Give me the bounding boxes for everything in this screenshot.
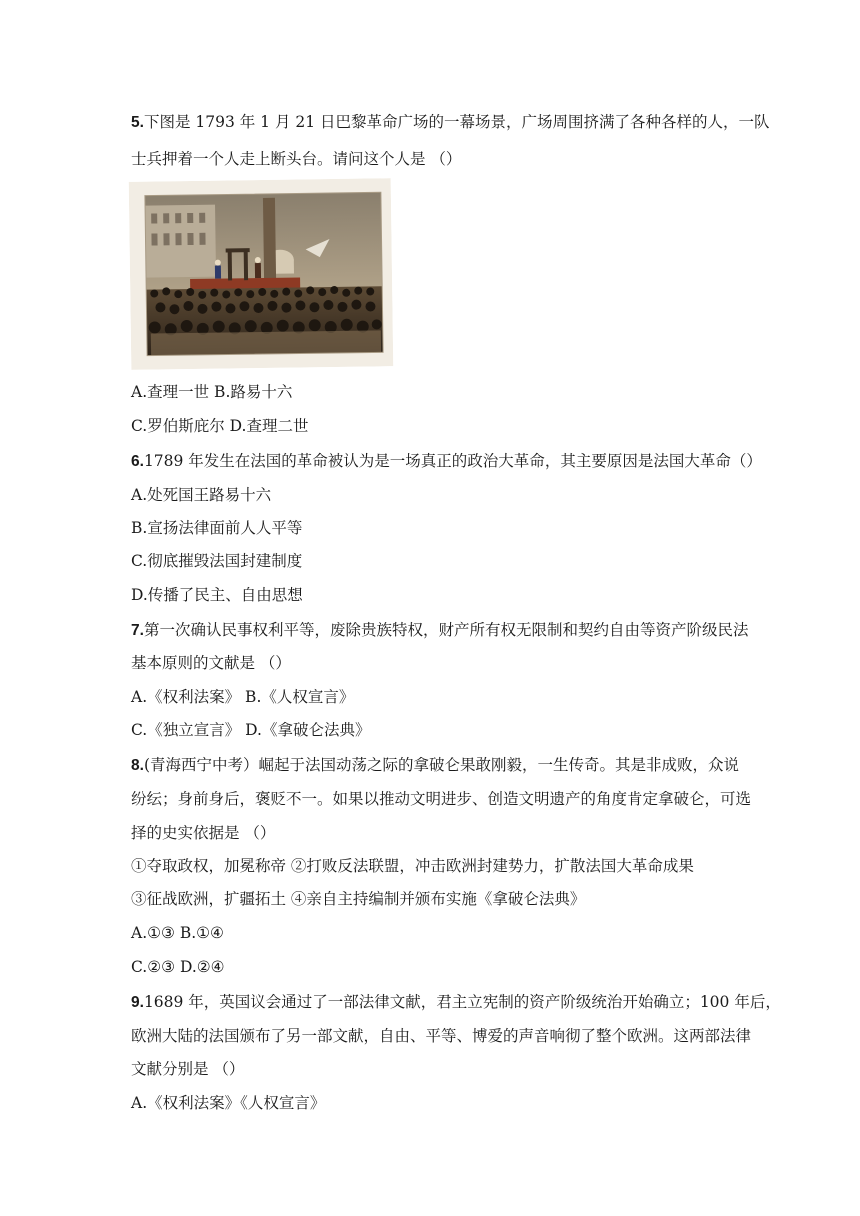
q5-options-line2: C.罗伯斯庇尔 D.查理二世 [131, 417, 309, 435]
q7-stem-line1: 7.第一次确认民事权利平等，废除贵族特权，财产所有权无限制和契约自由等资产阶级民法 [131, 621, 749, 639]
q9-stem-line2: 欧洲大陆的法国颁布了另一部文献，自由、平等、博爱的声音响彻了整个欧洲。这两部法律 [131, 1027, 752, 1045]
q7-number: 7. [131, 622, 144, 639]
q8-items-line1: ①夺取政权，加冕称帝 ②打败反法联盟，冲击欧洲封建势力，扩散法国大革命成果 [131, 857, 694, 875]
q8-stem-line2: 纷纭；身前身后，褒贬不一。如果以推动文明进步、创造文明遗产的角度肯定拿破仑，可选 [131, 790, 752, 808]
guillotine-painting-image [129, 178, 394, 370]
q8-number: 8. [131, 757, 144, 774]
q6-option-b: B.宣扬法律面前人人平等 [131, 519, 303, 537]
q5-stem-line2: 士兵押着一个人走上断头台。请问这个人是 （） [131, 150, 462, 168]
q7-options-line1: A.《权利法案》 B.《人权宣言》 [131, 688, 355, 706]
q6-stem: 6.1789 年发生在法国的革命被认为是一场真正的政治大革命，其主要原因是法国大革命（） [131, 452, 762, 470]
q8-options-line1: A.①③ B.①④ [131, 924, 224, 942]
q5-options-line1: A.查理一世 B.路易十六 [131, 383, 293, 401]
guillotine-painting-icon [129, 178, 394, 370]
q9-stem-line3: 文献分别是 （） [131, 1060, 245, 1078]
q8-items-line2: ③征战欧洲，扩疆拓土 ④亲自主持编制并颁布实施《拿破仑法典》 [131, 890, 586, 908]
q9-number: 9. [131, 994, 144, 1011]
q6-option-c: C.彻底摧毁法国封建制度 [131, 552, 303, 570]
q6-option-a: A.处死国王路易十六 [131, 486, 272, 504]
q6-number: 6. [131, 453, 144, 470]
q8-stem-line3: 择的史实依据是 （） [131, 824, 276, 842]
q8-options-line2: C.②③ D.②④ [131, 958, 225, 976]
q7-options-line2: C.《独立宣言》 D.《拿破仑法典》 [131, 721, 371, 739]
q8-stem-line1: 8.(青海西宁中考）崛起于法国动荡之际的拿破仑果敢刚毅，一生传奇。其是非成败，众说 [131, 756, 739, 774]
q9-option-a: A.《权利法案》《人权宣言》 [131, 1094, 326, 1112]
q9-stem-line1: 9.1689 年，英国议会通过了一部法律文献，君主立宪制的资产阶级统治开始确立；100 年后， [131, 993, 781, 1011]
q5-stem-line1: 5.下图是 1793 年 1 月 21 日巴黎革命广场的一幕场景，广场周围挤满了各种各样的人，一队 [131, 113, 770, 131]
q7-stem-line2: 基本原则的文献是 （） [131, 654, 291, 672]
q5-number: 5. [131, 114, 144, 131]
q6-option-d: D.传播了民主、自由思想 [131, 586, 303, 604]
